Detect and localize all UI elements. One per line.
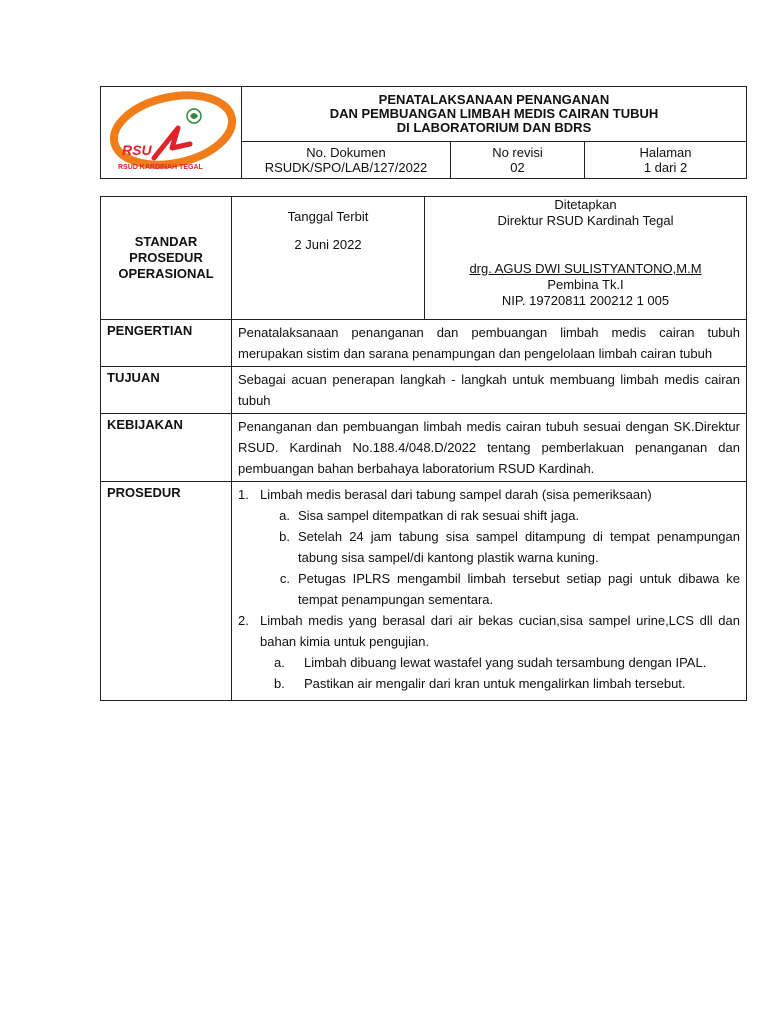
signer-name: drg. AGUS DWI SULISTYANTONO,M.M (469, 261, 702, 276)
procedure-substep (238, 505, 740, 526)
title-line-3: DI LABORATORIUM DAN BDRS (396, 120, 592, 135)
revision-label: No revisi (492, 145, 543, 160)
substep-text: Pastikan air mengalir dari kran untuk mengalirkan limbah tersebut. (304, 676, 686, 691)
revision-cell (451, 142, 585, 179)
step-number: 2. (238, 613, 249, 628)
rsuk-logo (106, 88, 236, 178)
approved-label: Ditetapkan (554, 197, 617, 212)
logo-brand-text: RSU (122, 141, 152, 158)
sop-table (100, 196, 747, 701)
pengertian-text: Penatalaksanaan penanganan dan pembuangan limbah medis cairan tubuh merupakan sistim dan sarana penampungan dan pengelolaan limbah cairan tubuh (232, 320, 747, 367)
issue-date-cell (232, 197, 425, 320)
prosedur-label: PROSEDUR (101, 482, 232, 701)
signer-nip: NIP. 19720811 200212 1 005 (501, 293, 670, 308)
page-cell (585, 142, 747, 179)
logo-cell (101, 87, 242, 179)
procedure-substep (238, 568, 740, 610)
substep-text: Petugas IPLRS mengambil limbah tersebut setiap pagi untuk dibawa ke tempat penampungan sementara. (298, 571, 740, 607)
sop-title-line-2: PROSEDUR (129, 250, 203, 265)
step-number: 1. (238, 487, 249, 502)
title-line-2: DAN PEMBUANGAN LIMBAH MEDIS CAIRAN TUBUH (329, 106, 659, 121)
issue-date-label: Tanggal Terbit (287, 209, 369, 224)
title-line-1: PENATALAKSANAAN PENANGANAN (378, 92, 610, 107)
approval-cell (425, 197, 747, 320)
logo-subtitle: RSUD KARDINAH TEGAL (118, 163, 203, 171)
substep-text: Setelah 24 jam tabung sisa sampel ditampung di tempat penampungan tabung sisa sampel/di kantong plastik warna kuning. (298, 529, 740, 565)
revision-value: 02 (510, 160, 525, 175)
document-title (242, 87, 747, 142)
substep-number: a. (274, 655, 285, 670)
kebijakan-label: KEBIJAKAN (101, 414, 232, 482)
procedure-substep (238, 673, 740, 694)
kebijakan-text: Penanganan dan pembuangan limbah medis cairan tubuh sesuai dengan SK.Direktur RSUD. Kardinah No.188.4/048.D/2022 tentang pemberlakuan penanganan dan pembuangan bahan berbahaya laboratorium RSUD Kardinah. (232, 414, 747, 482)
document-header (100, 86, 747, 179)
signer-rank: Pembina Tk.I (547, 277, 624, 292)
pengertian-label: PENGERTIAN (101, 320, 232, 367)
prosedur-content (232, 482, 747, 701)
tujuan-text: Sebagai acuan penerapan langkah - langkah untuk membuang limbah medis cairan tubuh (232, 367, 747, 414)
substep-number: c. (279, 571, 290, 586)
substep-number: b. (274, 676, 285, 691)
sop-title-line-3: OPERASIONAL (118, 266, 214, 281)
substep-text: Limbah dibuang lewat wastafel yang sudah tersambung dengan IPAL. (304, 655, 707, 670)
substep-text: Sisa sampel ditempatkan di rak sesuai shift jaga. (298, 508, 580, 523)
procedure-step (238, 610, 740, 652)
approved-by: Direktur RSUD Kardinah Tegal (497, 213, 674, 228)
issue-date: 2 Juni 2022 (294, 237, 362, 252)
substep-number: b. (279, 529, 290, 544)
procedure-step (238, 484, 740, 505)
doc-number-label: No. Dokumen (306, 145, 386, 160)
sop-title-line-1: STANDAR (134, 234, 198, 249)
page-label: Halaman (639, 145, 692, 160)
procedure-substep (238, 526, 740, 568)
page-value: 1 dari 2 (643, 160, 688, 175)
step-text: Limbah medis yang berasal dari air bekas cucian,sisa sampel urine,LCS dll dan bahan kimia untuk pengujian. (260, 613, 740, 649)
tujuan-label: TUJUAN (101, 367, 232, 414)
sop-title-cell (101, 197, 232, 320)
procedure-substep (238, 652, 740, 673)
doc-number: RSUDK/SPO/LAB/127/2022 (264, 160, 428, 175)
step-text: Limbah medis berasal dari tabung sampel darah (sisa pemeriksaan) (260, 487, 652, 502)
substep-number: a. (279, 508, 290, 523)
doc-number-cell (242, 142, 451, 179)
